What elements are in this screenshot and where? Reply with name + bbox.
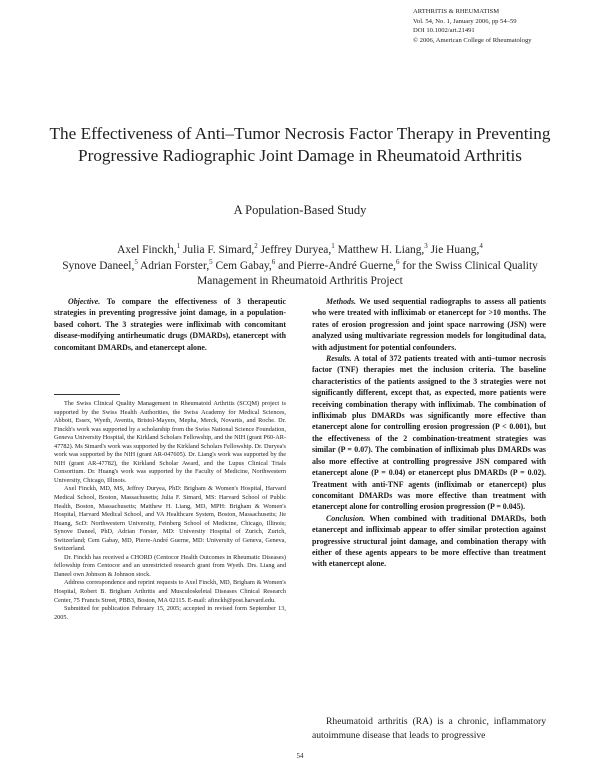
author: Jie Huang,$^4$ [427,242,483,256]
intro-paragraph: Rheumatoid arthritis (RA) is a chronic, inflammatory autoimmune disease that leads to progressive [312,716,546,741]
authors-suffix: for the Swiss Clinical Quality Management in Rheumatoid Arthritis Project [197,259,538,287]
author: Matthew H. Liang,$^3$ [334,242,428,256]
journal-copyright: © 2006, American College of Rheumatology [413,36,532,44]
footnote-disclosures: Dr. Finckh has received a CHORD (Centocor Health Outcomes in Rheumatic Diseases) fellowship from Centocor and an unrestricted research grant from Wyeth. Drs. Liang and Daneel own Johnson & Johnson stock. [54,553,286,578]
article-title: The Effectiveness of Anti–Tumor Necrosis Factor Therapy in Preventing Progressive Radiographic Joint Damage in Rheumatoid Arthritis [49,124,551,165]
footnote-divider [54,394,120,395]
author: Axel Finckh,$^1$ [117,242,181,256]
footnote-funding: The Swiss Clinical Quality Management in Rheumatoid Arthritis (SCQM) project is supported by the Swiss Health Authorities, the Swiss Academy for Medical Sciences, Abbott, Essex, Wyeth, Aventis, Bristol-Mayers, Mepha, Merck, Novartis, and Roche. Dr. Finckh's work was supported by a scholarship from the Swiss National Science Foundation, Geneva University Hospital, the Kirkland Scholars Fellowship, and the NIH (grant P60-AR-47782). Ms Simard's work was supported by the Kirkland Scholars Fellowship. Dr. Duryea's work was supported by the NIH (grant AR-047605). Dr. Liang's work was supported by the NIH (grant AR-47782), the Kirkland Scholar Award, and the Lupus Clinical Trials Consortium. Dr. Huang's work was supported by the Faculty of Medicine, Northwestern University, Chicago, Illinois. [54,400,286,484]
footnote-correspondence: Address correspondence and reprint requests to Axel Finckh, MD, Brigham & Women's Hospital, Robert B. Brigham Arthritis and Musculoskeletal Diseases Clinical Research Center, 75 Francis Street, PBB3, Boston, MA 02115. E-mail: afinckh@post.harvard.edu. [54,579,286,604]
author: Cem Gabay,$^6$ [212,257,276,272]
author: Julia F. Simard,$^2$ [180,242,258,256]
abstract-results: Results. A total of 372 patients treated with anti–tumor necrosis factor (TNF) therapies met the inclusion criteria. The baseline characteristics of the patients assigned to the 3 strategies were not significantly different, except that, as expected, more patients were receiving combination therapy with infliximab. The combination of infliximab plus DMARDs was significantly more effective than etanercept alone for controlling erosion progression (P < 0.001), but the effectiveness of the 2 combination-treatment strategies was similar (P = 0.07). The combination of infliximab plus DMARDs was also more effective at controlling progressive JSN compared with etanercept alone (P = 0.04) or etanercept plus DMARDs (P = 0.02). Treatment with anti-TNF agents (infliximab or etanercept) plus concomitant DMARDs was more effective than treatment with etanercept alone for controlling erosion progression (P = 0.045). [312,354,546,512]
objective-label: Objective. [68,297,101,306]
journal-volume: Vol. 54, No. 1, January 2006, pp 54–59 [413,17,517,25]
journal-name: ARTHRITIS & RHEUMATISM [413,8,500,15]
abstract-continued [312,296,546,570]
journal-doi: DOI 10.1002/art.21491 [413,27,475,35]
author: Synove Daneel,$^5$ [62,257,138,272]
page-number: 54 [296,752,304,760]
footnote-affiliations: Axel Finckh, MD, MS, Jeffrey Duryea, PhD: Brigham & Women's Hospital, Harvard Medical School, Boston, Massachusetts; Julia F. Simard, MS: Harvard School of Public Health, Boston, Massachusetts; Matthew H. Liang, MD, MPH: Brigham & Women's Hospital, Harvard Medical School, and VA Healthcare System, Boston, Massachusetts; Jie Huang, ScD: Northwestern University, Feinberg School of Medicine, Chicago, Illinois; Synove Daneel, PhD, Adrian Forster, MD: University Hospital of Zurich, Zurich, Switzerland; Cem Gabay, MD, Pierre-André Guerne, MD: University of Geneva, Geneva, Switzerland. [54,485,286,553]
abstract-conclusion: Conclusion. When combined with traditional DMARDs, both etanercept and infliximab appear to offer similar protection against progressive structural joint damage, and combination therapy with either of these agents appears to be more effective than treatment with etanercept alone. [312,513,546,569]
author-list [50,243,550,290]
footnote-dates: Submitted for publication February 15, 2005; accepted in revised form September 13, 2005. [54,605,286,621]
abstract-objective [54,296,286,353]
article-subtitle: A Population-Based Study [233,203,367,217]
abstract-methods: Methods. We used sequential radiographs to assess all patients who were treated with infliximab or etanercept for >10 months. The rates of erosion progression and joint space narrowing (JSN) were analyzed using multivariate regression models for longitudinal data, with adjustment for potential confounders. [312,297,546,352]
introduction [312,715,546,743]
author: Jeffrey Duryea,$^1$ [257,242,335,256]
author: Adrian Forster,$^5$ [137,257,213,272]
objective-text: To compare the effectiveness of 3 therapeutic strategies in preventing progressive joint damage, in a population-based cohort. The 3 strategies were infliximab with concomitant disease-modifying antirheumatic drugs (DMARDs), etanercept with concomitant DMARDs, and etanercept alone. [54,297,286,352]
author: and Pierre-André Guerne,$^6$ [275,257,400,272]
journal-header [413,7,532,45]
footnotes [54,400,286,622]
